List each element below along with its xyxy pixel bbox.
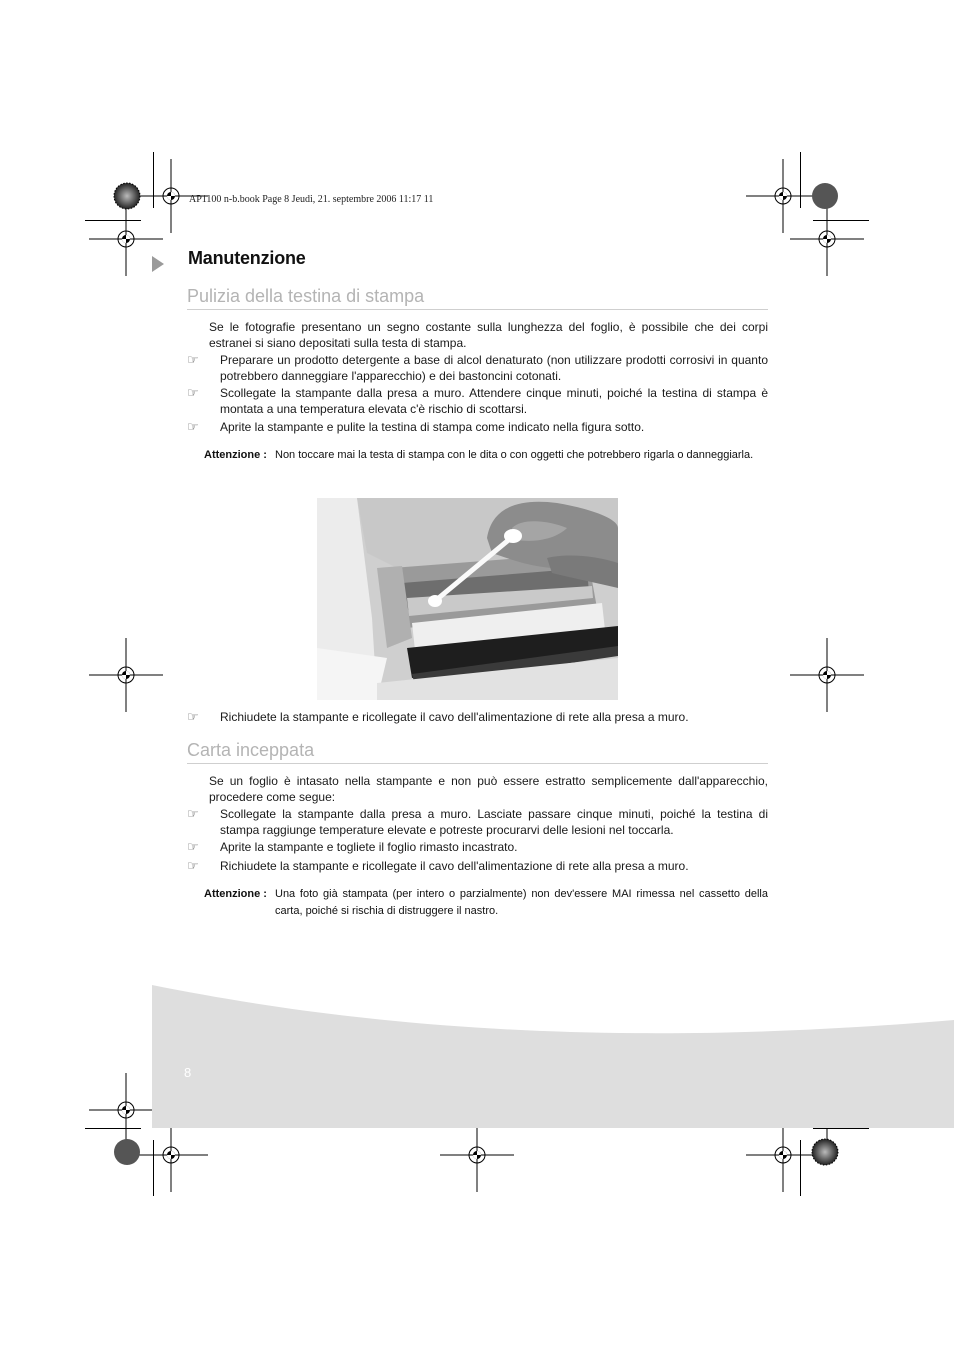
pointing-hand-icon: ☞ xyxy=(187,806,199,821)
pointing-hand-icon: ☞ xyxy=(187,858,199,873)
page-number: 8 xyxy=(184,1065,192,1080)
pointing-hand-icon: ☞ xyxy=(187,419,199,434)
chapter-title: Manutenzione xyxy=(188,248,306,268)
section-divider xyxy=(187,763,768,764)
warning-note xyxy=(204,886,768,920)
warning-note xyxy=(204,447,768,481)
pointing-hand-icon: ☞ xyxy=(187,839,199,854)
note-text: Una foto già stampata (per intero o parzialmente) non dev'essere MAI rimessa nel cassetto della carta, poiché si rischia di distruggere il nastro. xyxy=(275,888,768,917)
paragraph-intro: Se le fotografie presentano un segno costante sulla lunghezza del foglio, è possibile che dei corpi estranei si siano depositati sulla testa di stampa. xyxy=(209,320,768,350)
note-text: Non toccare mai la testa di stampa con le dita o con oggetti che potrebbero rigarla o danneggiarla. xyxy=(275,449,754,461)
color-star-mark xyxy=(114,183,140,209)
color-star-mark xyxy=(812,183,838,209)
print-header: AP1100 n-b.book Page 8 Jeudi, 21. septembre 2006 11:17 11 xyxy=(189,194,434,205)
color-star-mark xyxy=(114,1139,140,1165)
print-head-cleaning-photo xyxy=(317,498,618,700)
list-item: ☞ Scollegate la stampante dalla presa a muro. Lasciate passare cinque minuti, poiché la testina di stampa raggiunge temperature elevate e potreste procurarvi delle lesioni nel toccarla. xyxy=(187,806,768,837)
paragraph-intro: Se un foglio è intasato nella stampante e non può essere estratto semplicemente dall'apparecchio, procedere come segue: xyxy=(209,774,768,804)
list-item: ☞ Richiudete la stampante e ricollegate il cavo dell'alimentazione di rete alla presa a muro. xyxy=(187,709,689,724)
section-title-paper-jam: Carta inceppata xyxy=(187,740,315,760)
pointing-hand-icon: ☞ xyxy=(187,352,199,367)
section-title-cleaning: Pulizia della testina di stampa xyxy=(187,286,425,306)
color-star-mark xyxy=(812,1139,838,1165)
list-item: ☞ Richiudete la stampante e ricollegate il cavo dell'alimentazione di rete alla presa a muro. xyxy=(187,858,689,873)
pointing-hand-icon: ☞ xyxy=(187,709,199,724)
list-item: ☞ Aprite la stampante e togliete il foglio rimasto incastrato. xyxy=(187,839,518,854)
section-divider xyxy=(187,309,768,310)
pointing-hand-icon: ☞ xyxy=(187,385,199,400)
list-item: ☞ Aprite la stampante e pulite la testina di stampa come indicato nella figura sotto. xyxy=(187,419,645,434)
list-item: ☞ Preparare un prodotto detergente a base di alcol denaturato (non utilizzare prodotti corrosivi in quanto potrebbero danneggiare l'apparecchio) e dei bastoncini cotonati. xyxy=(187,352,768,383)
triangle-right-icon xyxy=(152,256,164,272)
note-label: Attenzione : xyxy=(204,888,267,900)
list-item: ☞ Scollegate la stampante dalla presa a muro. Attendere cinque minuti, poiché la testina di stampa è montata a una temperatura elevata c'è rischio di scottarsi. xyxy=(187,385,768,416)
footer-band xyxy=(152,980,954,1128)
note-label: Attenzione : xyxy=(204,449,267,461)
